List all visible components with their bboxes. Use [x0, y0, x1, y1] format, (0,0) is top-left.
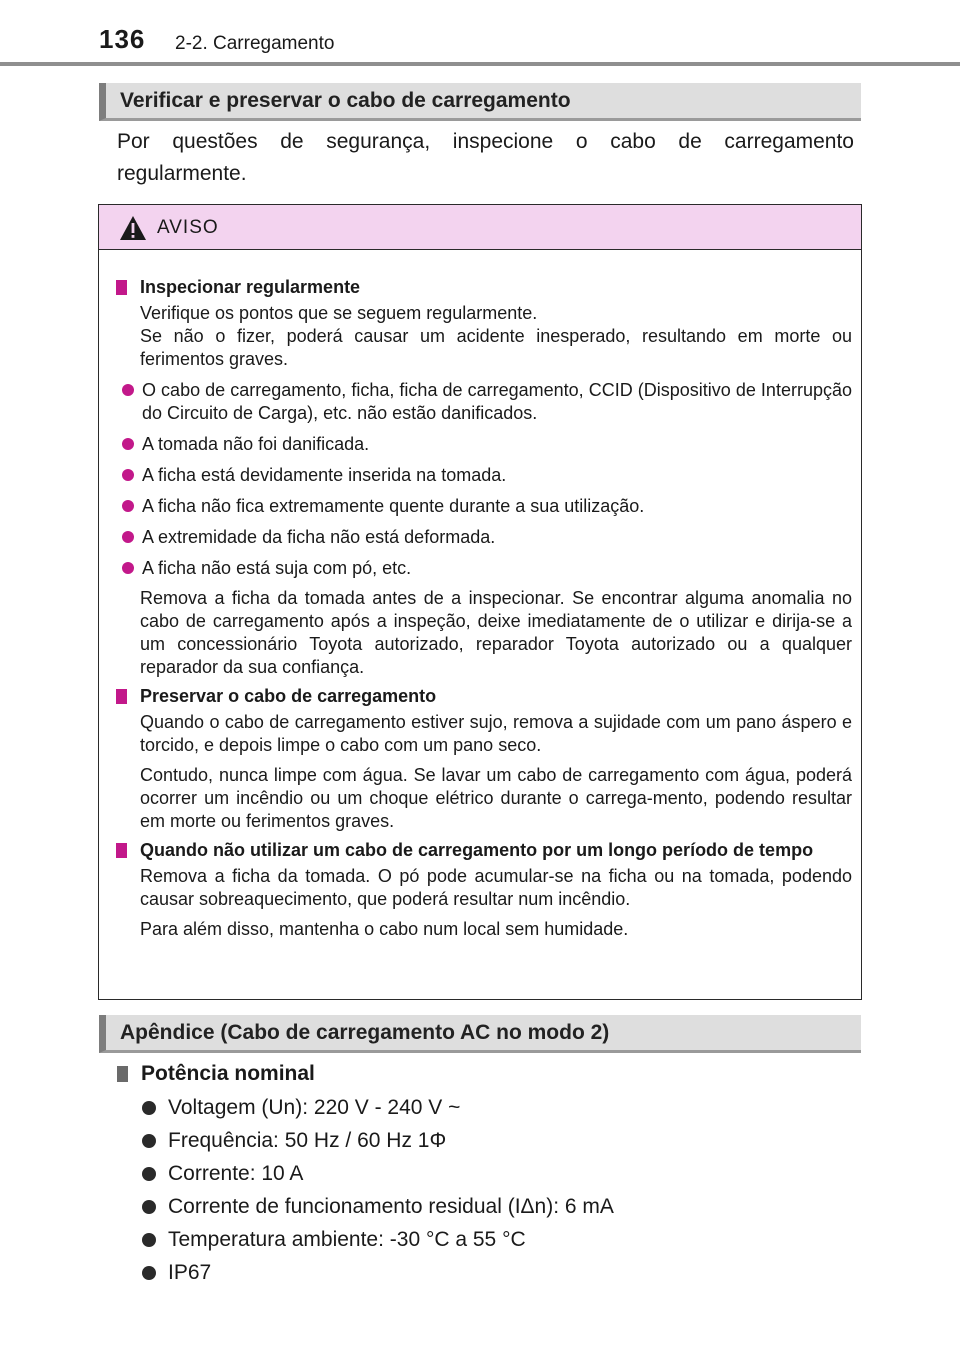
list-item-text: O cabo de carregamento, ficha, ficha de carregamento, CCID (Dispositivo de Interrupção do Circuito de Carga), etc. não estão danificados. [142, 380, 852, 423]
intro-paragraph: Por questões de segurança, inspecione o cabo de carregamento regularmente. [117, 130, 854, 185]
square-bullet-icon [116, 280, 127, 295]
section-heading-appendix [99, 1015, 861, 1053]
subheading-text: Quando não utilizar um cabo de carregamento por um longo período de tempo [140, 840, 814, 860]
spec-subtitle-text: Potência nominal [141, 1062, 315, 1085]
warning-header [99, 205, 861, 250]
spec-item [117, 1096, 857, 1129]
warning-paragraph: Contudo, nunca limpe com água. Se lavar um cabo de carregamento com água, poderá ocorrer um incêndio ou um choque elétrico durante o carrega-mento, podendo resultar em morte ou ferimentos graves. [140, 765, 852, 831]
list-item-text: A ficha não fica extremamente quente durante a sua utilização. [142, 496, 645, 516]
warning-paragraph: Remova a ficha da tomada antes de a inspecionar. Se encontrar alguma anomalia no cabo de carregamento após a inspeção, deixe imediatamente de o utilizar e dirija-se a um concessionário Toyota autorizado, reparador Toyota autorizado ou a qualquer reparador da sua confiança. [140, 588, 852, 677]
square-bullet-icon [116, 843, 127, 858]
spec-item-text: Corrente de funcionamento residual (IΔn): 6 mA [168, 1195, 614, 1218]
warning-icon [119, 215, 147, 241]
square-bullet-icon [116, 689, 127, 704]
round-bullet-icon [142, 1167, 156, 1181]
subheading-text: Inspecionar regularmente [140, 277, 361, 297]
round-bullet-icon [122, 384, 134, 396]
list-item [116, 379, 852, 425]
round-bullet-icon [122, 500, 134, 512]
round-bullet-icon [142, 1134, 156, 1148]
spec-item [117, 1195, 857, 1228]
list-item-text: A tomada não foi danificada. [142, 434, 370, 454]
list-item-text: A ficha está devidamente inserida na tomada. [142, 465, 507, 485]
warning-box [98, 204, 862, 1000]
list-item [116, 464, 852, 487]
round-bullet-icon [142, 1200, 156, 1214]
round-bullet-icon [142, 1233, 156, 1247]
warning-paragraph: Verifique os pontos que se seguem regularmente. [140, 303, 538, 323]
warning-subheading [116, 685, 852, 708]
spec-item-text: Voltagem (Un): 220 V - 240 V ~ [168, 1096, 461, 1119]
list-item [116, 526, 852, 549]
spec-item [117, 1162, 857, 1195]
section-heading-verify [99, 83, 861, 121]
round-bullet-icon [122, 531, 134, 543]
spec-subtitle [117, 1062, 857, 1096]
warning-paragraph: Se não o fizer, poderá causar um acidente inesperado, resultando em morte ou ferimentos graves. [140, 326, 852, 369]
list-item-text: A ficha não está suja com pó, etc. [142, 558, 412, 578]
warning-subheading [116, 276, 852, 299]
spec-item-text: Corrente: 10 A [168, 1162, 304, 1185]
subheading-text: Preservar o cabo de carregamento [140, 686, 437, 706]
list-item-text: A extremidade da ficha não está deformada. [142, 527, 496, 547]
section-heading-text: Apêndice (Cabo de carregamento AC no modo 2) [120, 1021, 610, 1044]
spec-item [117, 1261, 857, 1294]
warning-body [99, 250, 861, 941]
round-bullet-icon [122, 438, 134, 450]
chapter-title: 2-2. Carregamento [175, 33, 335, 54]
round-bullet-icon [142, 1101, 156, 1115]
round-bullet-icon [142, 1266, 156, 1280]
square-bullet-icon [117, 1066, 128, 1082]
warning-subheading [116, 839, 852, 862]
warning-paragraph: Remova a ficha da tomada. O pó pode acumular-se na ficha ou na tomada, podendo causar sobreaquecimento, que poderá resultar num incêndio. [140, 866, 852, 909]
header-divider [0, 62, 960, 66]
spec-item [117, 1129, 857, 1162]
round-bullet-icon [122, 562, 134, 574]
spec-item-text: Frequência: 50 Hz / 60 Hz 1Φ [168, 1129, 447, 1152]
list-item [116, 495, 852, 518]
warning-paragraph: Quando o cabo de carregamento estiver sujo, remova a sujidade com um pano áspero e torcido, e depois limpe o cabo com um pano seco. [140, 712, 852, 755]
spec-item [117, 1228, 857, 1261]
spec-item-text: Temperatura ambiente: -30 °C a 55 °C [168, 1228, 526, 1251]
page-header [0, 0, 960, 72]
spec-item-text: IP67 [168, 1261, 212, 1284]
warning-title: AVISO [157, 217, 219, 238]
spec-list [117, 1062, 857, 1294]
list-item [116, 557, 852, 580]
section-heading-text: Verificar e preservar o cabo de carregamento [120, 89, 571, 112]
round-bullet-icon [122, 469, 134, 481]
list-item [116, 433, 852, 456]
warning-paragraph: Para além disso, mantenha o cabo num local sem humidade. [140, 919, 629, 939]
page-number: 136 [99, 24, 146, 54]
